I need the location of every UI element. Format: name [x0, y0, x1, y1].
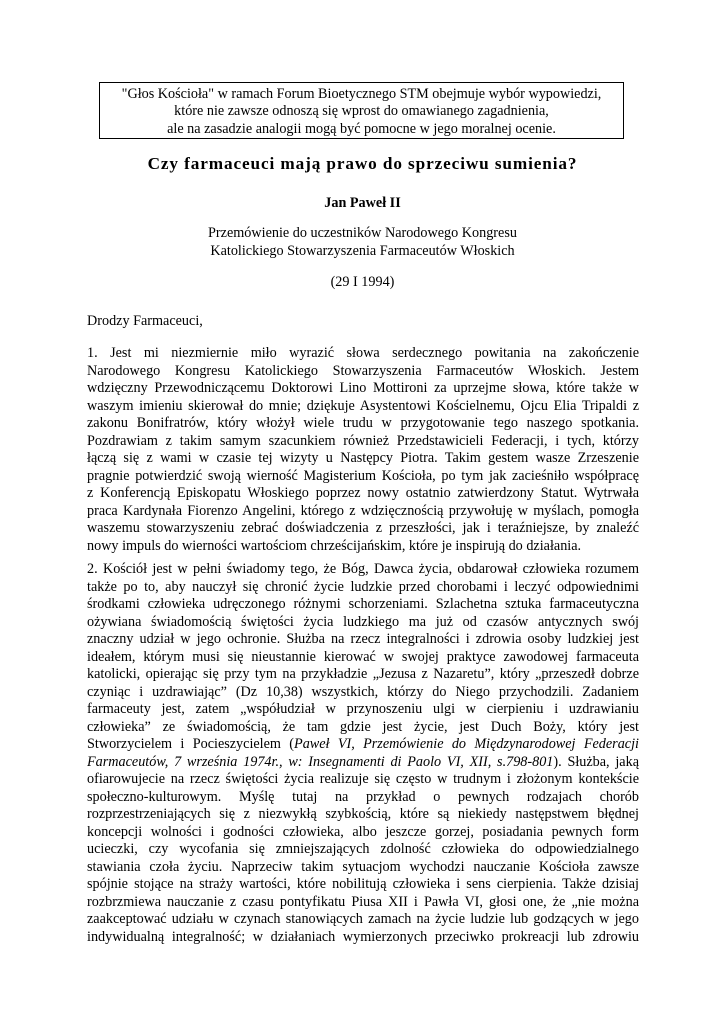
notice-line: "Głos Kościoła" w ramach Forum Bioetycznego STM obejmuje wybór wypowiedzi,: [121, 86, 602, 102]
text-line: pragnie potwierdzić swoją wierność Magisterium Kościoła, po tym jak zacieśniło współpracę: [87, 467, 639, 484]
text-line: farmaceuty jest, zatem „współudział w przynoszeniu ulgi w cierpieniu i uzdrawianiu: [87, 701, 639, 717]
text-line: środkami człowieka udręczonego różnymi schorzeniami. Szlachetna sztuka farmaceutyczna: [87, 596, 639, 612]
citation-italic-text: Farmaceutów, 7 września 1974r., w: Insegnamenti di Paolo VI, XII, s.798-801: [87, 753, 554, 770]
subtitle-line: Katolickiego Stowarzyszenia Farmaceutów Włoskich: [210, 242, 515, 259]
editorial-notice-box: [99, 82, 624, 139]
text-line: praca Kardynała Fiorenzo Angelini, którego z wdzięcznością przywołuję w myślach, pomogła: [87, 502, 639, 519]
text-line: zaakceptować udziału w czynach stanowiących zamach na życie ludzie lub godzących w jego: [87, 911, 639, 927]
text-line: społeczno-kulturowym. Myślę tutaj na przykład o pewnych rodzajach chorób: [87, 788, 639, 805]
text-line: indywidualną integralność; w działaniach wymierzonych przeciwko prokreacji lub zdrowiu: [87, 928, 639, 945]
author-name: Jan Paweł II: [324, 195, 401, 211]
paragraph-2: [87, 561, 639, 946]
text-line: koncepcji wolności i godności człowieka, albo jeszcze gorzej, posiadania pewnych form: [87, 823, 639, 840]
text-line: Pozdrawiam z takim samym szacunkiem również Przedstawicieli Federacji, i tych, którzy: [87, 432, 639, 449]
text-line: znaczny udział w jego ochronie. Służba na rzecz integralności i zdrowia osoby ludzkiej jest: [87, 631, 639, 647]
text-line: 1. Jest mi niezmiernie miło wyrazić słowa serdecznego powitania na zakończenie: [87, 345, 639, 361]
text-line: stawiania czoła życiu. Naprzeciw takim sytuacjom wychodzi nauczanie Kościoła zawsze: [87, 858, 639, 875]
text-line: spójnie stojące na straży wartości, które nobilitują człowieka i sens cierpienia. Także dzisiaj: [87, 876, 639, 892]
text-line: nowy impuls do wierności wartościom chrześcijańskim, które je inspirują do działania.: [87, 537, 582, 554]
text-line: wdzięczny Przewodniczącemu Doktorowi Lino Mottironi za uprzejme słowa, które także w: [87, 380, 639, 396]
subtitle-line: Przemówienie do uczestników Narodowego Kongresu: [208, 225, 517, 241]
text-line: 2. Kościół jest w pełni świadomy tego, że Bóg, Dawca życia, obdarował człowieka rozumem: [87, 561, 639, 577]
text-line-with-citation: [87, 754, 639, 772]
text-line: katolicki, opierając się przy tym na przykładzie „Jezusa z Nazaretu”, który „przeszedł dobrze: [87, 666, 639, 682]
citation-tail-text: ). Służba, jaką: [553, 753, 639, 770]
text-line: z Konferencją Episkopatu Włoskiego poprzez nowy ostatnio zatwierdzony Statut. Wytrwała: [87, 485, 639, 501]
notice-line: które nie zawsze odnoszą się wprost do omawianego zagadnienia,: [174, 103, 549, 120]
text-line: rozbrzmiewa nauczanie z czasu pontyfikatu Piusa XII i Pawła VI, głosi one, że „nie można: [87, 893, 639, 910]
text-line: rozprzestrzeniających się z niezwykłą szybkością, które są niekiedy następstwem błędnej: [87, 806, 639, 822]
citation-lead-text: Stworzycielem i Pocieszycielem (: [87, 736, 295, 752]
text-line: waszemu stowarzyszeniu zebrać doświadczenia z przeszłości, jak i teraźniejsze, by znaleźć: [87, 520, 639, 536]
text-line-with-citation: [87, 736, 639, 754]
document-date: (29 I 1994): [330, 274, 395, 290]
text-line: ucieczki, czy wycofania się zmniejszających zdolność człowieka do odpowiedzialnego: [87, 841, 639, 857]
citation-italic-text: Paweł VI, Przemówienie do Międzynarodowej Federacji: [294, 736, 639, 752]
text-line: ofiarowujecie na rzecz świętości życia realizuje się często w trudnym i złożonym kontekście: [87, 771, 639, 787]
document-title: Czy farmaceuci mają prawo do sprzeciwu sumienia?: [147, 154, 578, 173]
text-line: także po to, aby nauczył się chronić życie ludzkie przed chorobami i leczyć odpowiednimi: [87, 578, 639, 595]
text-line: zakonu Bonifratrów, który włożył wiele trudu w przygotowanie tego naszego spotkania.: [87, 415, 639, 431]
text-line: waszym imieniu skierował do mnie; dziękuje Asystentowi Kościelnemu, Ojcu Elia Tripaldi z: [87, 397, 639, 414]
text-line: czyniąc i uzdrawiając” (Dz 10,38) wszystkich, którzy do Niego przychodzili. Zadaniem: [87, 683, 639, 700]
notice-line: ale na zasadzie analogii mogą być pomocne w jego moralnej ocenie.: [167, 120, 556, 137]
greeting: Drodzy Farmaceuci,: [87, 313, 203, 329]
text-line: ożywiana świadomością świętości życia ludzkiego ma już od czasów antycznych swój: [87, 613, 639, 630]
text-line: Narodowego Kongresu Katolickiego Stowarzyszenia Farmaceutów Włoskich. Jestem: [87, 362, 639, 379]
text-line: człowieka” ze świadomością, że tam gdzie jest życie, jest Duch Boży, który jest: [87, 718, 639, 735]
paragraph-1: [87, 345, 639, 555]
text-line: ideałem, którym musi się nieustannie kierować w swojej praktyce zawodowej farmaceuta: [87, 648, 639, 665]
document-subtitle: [0, 225, 725, 260]
text-line: łączą się z wami w czasie tej wizyty u Następcy Piotra. Takim gestem wasze Zrzeszenie: [87, 450, 639, 466]
